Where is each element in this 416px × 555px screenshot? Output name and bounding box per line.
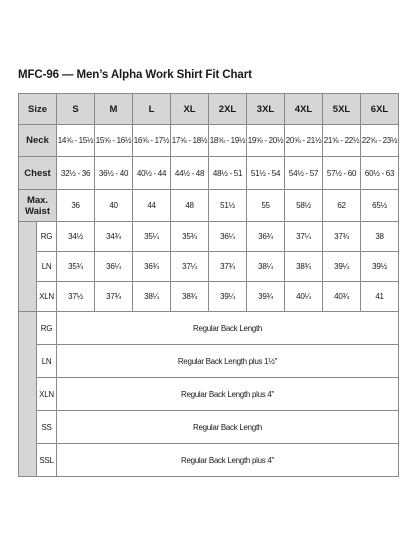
table-cell: 38¾ — [171, 282, 209, 312]
table-cell: 32½ - 36 — [57, 157, 95, 190]
table-cell: 36 — [57, 190, 95, 222]
table-cell: 35¾ — [57, 252, 95, 282]
back-sub-label: SS — [37, 411, 57, 444]
table-cell: 20⅝ - 21½ — [285, 125, 323, 157]
back-sub-label: RG — [37, 312, 57, 345]
table-cell: 40 — [95, 190, 133, 222]
table-cell: 16⅝ - 17½ — [133, 125, 171, 157]
back-length-value: Regular Back Length plus 4" — [57, 378, 399, 411]
table-cell: 40¼ — [285, 282, 323, 312]
sleeve-row-xln — [19, 282, 399, 312]
table-cell: 37¾ — [209, 252, 247, 282]
sleeve-length-label — [19, 222, 37, 312]
sleeve-sub-label: RG — [37, 222, 57, 252]
table-cell: 38 — [361, 222, 399, 252]
size-col-header: 4XL — [285, 94, 323, 125]
table-cell: 39½ — [361, 252, 399, 282]
table-cell: 37¼ — [171, 252, 209, 282]
table-cell: 35¼ — [133, 222, 171, 252]
sleeve-sub-label: XLN — [37, 282, 57, 312]
table-cell: 62 — [323, 190, 361, 222]
table-cell: 14⅝ - 15½ — [57, 125, 95, 157]
back-row-ss — [19, 411, 399, 444]
table-cell: 65½ — [361, 190, 399, 222]
table-cell: 51½ — [209, 190, 247, 222]
table-cell: 34½ — [57, 222, 95, 252]
table-cell: 39¼ — [323, 252, 361, 282]
table-cell: 37¼ — [285, 222, 323, 252]
neck-row — [19, 125, 399, 157]
size-col-header: M — [95, 94, 133, 125]
chest-row — [19, 157, 399, 190]
table-cell: 19⅝ - 20½ — [247, 125, 285, 157]
table-cell: 41 — [361, 282, 399, 312]
table-cell: 36¼ — [95, 252, 133, 282]
table-cell: 22⅝ - 23½ — [361, 125, 399, 157]
table-cell: 35¾ — [171, 222, 209, 252]
table-cell: 17⅝ - 18½ — [171, 125, 209, 157]
table-cell: 15⅝ - 16½ — [95, 125, 133, 157]
table-cell: 57½ - 60 — [323, 157, 361, 190]
neck-label: Neck — [19, 125, 57, 157]
table-cell: 48 — [171, 190, 209, 222]
back-sub-label: XLN — [37, 378, 57, 411]
size-col-header: 6XL — [361, 94, 399, 125]
back-length-label — [19, 312, 37, 477]
back-length-value: Regular Back Length plus 4" — [57, 444, 399, 477]
size-col-header: L — [133, 94, 171, 125]
back-row-xln — [19, 378, 399, 411]
back-length-value: Regular Back Length — [57, 411, 399, 444]
back-length-value: Regular Back Length plus 1½" — [57, 345, 399, 378]
table-cell: 48½ - 51 — [209, 157, 247, 190]
sleeve-sub-label: LN — [37, 252, 57, 282]
back-row-ssl — [19, 444, 399, 477]
table-cell: 51½ - 54 — [247, 157, 285, 190]
fit-chart-table — [18, 93, 399, 477]
back-sub-label: SSL — [37, 444, 57, 477]
size-col-header: XL — [171, 94, 209, 125]
table-cell: 55 — [247, 190, 285, 222]
table-cell: 36¼ — [209, 222, 247, 252]
table-cell: 37½ — [57, 282, 95, 312]
back-sub-label: LN — [37, 345, 57, 378]
table-cell: 40¾ — [323, 282, 361, 312]
sleeve-row-ln — [19, 252, 399, 282]
size-label: Size — [19, 94, 57, 125]
back-length-value: Regular Back Length — [57, 312, 399, 345]
max-waist-row — [19, 190, 399, 222]
size-col-header: S — [57, 94, 95, 125]
sleeve-row-rg — [19, 222, 399, 252]
table-cell: 36¾ — [247, 222, 285, 252]
table-cell: 21⅝ - 22½ — [323, 125, 361, 157]
table-cell: 38¼ — [247, 252, 285, 282]
table-cell: 58½ — [285, 190, 323, 222]
table-cell: 44 — [133, 190, 171, 222]
back-row-rg — [19, 312, 399, 345]
table-cell: 38¾ — [285, 252, 323, 282]
table-cell: 37¾ — [95, 282, 133, 312]
table-cell: 37¾ — [323, 222, 361, 252]
chest-label: Chest — [19, 157, 57, 190]
table-cell: 60½ - 63 — [361, 157, 399, 190]
table-cell: 39¾ — [247, 282, 285, 312]
table-cell: 38¼ — [133, 282, 171, 312]
table-cell: 18⅝ - 19½ — [209, 125, 247, 157]
size-col-header: 5XL — [323, 94, 361, 125]
table-cell: 34¾ — [95, 222, 133, 252]
size-col-header: 2XL — [209, 94, 247, 125]
size-header-row — [19, 94, 399, 125]
max-waist-label: Max. Waist — [19, 190, 57, 222]
size-col-header: 3XL — [247, 94, 285, 125]
table-cell: 44½ - 48 — [171, 157, 209, 190]
table-cell: 36½ - 40 — [95, 157, 133, 190]
table-cell: 54½ - 57 — [285, 157, 323, 190]
table-cell: 39¼ — [209, 282, 247, 312]
chart-title: MFC-96 — Men’s Alpha Work Shirt Fit Chart — [18, 69, 252, 81]
back-row-ln — [19, 345, 399, 378]
table-cell: 36¾ — [133, 252, 171, 282]
table-cell: 40½ - 44 — [133, 157, 171, 190]
